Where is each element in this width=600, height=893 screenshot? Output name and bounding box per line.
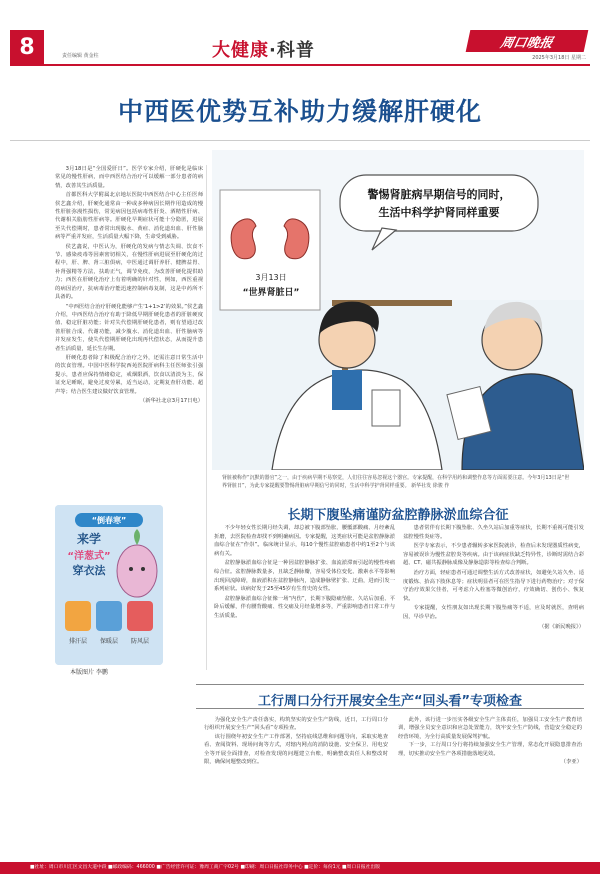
footer-bar: ■社址：周口市川汇区文昌大道中段 ■邮政编码：466000 ■广告经营许可证：豫周工商广字02号 ■印刷：周口日报社印务中心 ■定价：每份1元 ■周口日报社出版 [0,862,600,874]
lead-paragraph: 肝硬化患者除了积极配合治疗之外，还需注意日常生活中的饮食管理。中国中医科学院西苑医院肝病科主任医师张引强提示，患者应保持情绪稳定，戒烟限酒，饮食以清淡为主，保证充足睡眠，避免过度劳累，适当运动，定期复查肝功能、超声等；结合医生建议做好饮食管理。 [55,354,203,395]
lead-paragraph: 首都医科大学附属北京地坛医院中西医结合中心主任医师侯艺鑫介绍，肝硬化通常由一种或多种病因长期作用造成的慢性肝脏弥漫性损伤，常见病因包括病毒性肝炎、酒精性肝病、代谢相关脂肪性肝病等。肝硬化早期症状可能十分隐匿，进展至失代偿期时，患者常出现腹水、黄疸、消化道出血、肝性脑病等严重并发症，生活质量大幅下降，生命受到威胁。 [55,192,203,241]
bubble-line-2: 生活中科学护肾同样重要 [378,206,500,219]
article3-column [204,716,388,842]
responsible-editor: 责任编辑 黄金柱 [62,53,99,59]
kidney-illustration [212,150,584,470]
poster-line-2: “洋葱式” [67,551,111,562]
article3-source: （李亚） [560,759,582,766]
poster-label-middle: 保暖层 [99,638,119,645]
article2-paragraph: 患者常伴有长期下腹坠胀、久坐久站后加重等症状，长期不重视可能引发盆腔慢性炎症等。 [403,525,584,540]
section-title [212,36,315,62]
lead-article-body [55,165,203,515]
lead-paragraph: “中西医结合治疗肝硬化能够产生‘1+1>2’的效果。”侯艺鑫介绍，中西医结合治疗有助于降低早期肝硬化患者的肝脏硬度值、稳定肝脏功能；针对失代偿期肝硬化患者，则有望通过改善肝脏合成、代谢功能，减少腹水、消化道出血、肝性脑病等并发症发生，使失代偿期肝硬化出现再代偿状态，从而提升患者生活质量，延长生存期。 [55,303,203,352]
article3-title: 工行周口分行开展安全生产“回头看”专项检查 [257,694,523,709]
article2-paragraph: 治疗方面，轻症患者可通过调整生活方式改善症状，如避免久站久坐、适度锻炼、抬高下肢休息等；症状明显者可在医生指导下进行药物治疗；对于保守治疗效果欠佳者，可考虑介入栓塞等微创治疗，疗效确切、创伤小、恢复快。 [403,569,584,602]
poster-label-outer: 防风层 [130,638,150,645]
article3-paragraph: 下一步，工行周口分行将持续加强安全生产管理，常态化开展隐患排查治理，切实推动安全生产各项措施落地见效。 [398,742,582,757]
lead-headline: 中西医优势互补助力缓解肝硬化 [117,97,482,126]
photo-credit: 本版图片 李鹏 [70,669,108,676]
poster-line-3: 穿衣法 [72,564,106,577]
newspaper-logo: 周口晚报 [466,30,589,52]
article3-paragraph: 该行围绕年初安全生产工作部署，坚持底线思维和问题导向，采取实地查看、查阅资料、现场问询等方式，对辖内网点的消防设施、安全保卫、用电安全等开展全面排查，对检查发现的问题建立台账，明确整改责任人和整改时限，确保问题整改到位。 [204,733,388,766]
masthead [0,0,600,64]
article2-title: 长期下腹坠痛谨防盆腔静脉淤血综合征 [287,508,509,523]
bubble-line-1: 警惕肾脏病早期信号的同时， [367,188,511,201]
article3-column [398,716,582,842]
illustration-caption: 肾脏被称作“沉默的器官”之一，由于疾病早期不易察觉，人们往往容易忽视这个器官。专家提醒，在科学用药和调整作息等方面需要注意。今年3月13日是“世界肾脏日”，为此专家提醒要警惕肾脏病早期信号的同时，生活中科学护肾同样重要。 新华社发 徐骏 作 [222,475,570,489]
article2-paragraph: 盆腔静脉淤血综合征是一种因盆腔静脉扩张、血流淤滞而引起的慢性疼痛综合征。盆腔静脉数量多，且缺乏静脉瓣，容易受体位变化、激素水平等影响出现回流障碍，血液淤积在盆腔静脉内，造成静脉壁扩张、迂曲，进而引发一系列症状。该病好发于25至45岁有生育史的女性。 [214,560,395,593]
article2-paragraph: 医学专家表示，不少患者辗转多家医院就诊，检查后未发现器质性病变，容易被误诊为慢性盆腔炎等疾病。由于该病症状缺乏特异性，诊断时需结合彩超、CT、磁共振静脉成像及静脉造影等检查综合判断。 [403,543,584,567]
column-divider [206,165,207,670]
calendar-title: “世界肾脏日” [242,288,300,298]
top-divider [10,64,590,66]
poster-label-base: 排汗层 [68,638,88,645]
publication-date: 2025年3月18日 星期二 [532,55,586,61]
section-subname: 科普 [276,40,315,61]
section-name: 大健康 [212,40,269,61]
article2-paragraph: 盆腔静脉淤血综合征像一场“内伤”，长期下腹隐痛坠胀、久站后加重、平卧后缓解，伴有腰背酸痛、性交痛及月经量增多等，严重影响患者日常工作与生活质量。 [214,595,395,619]
article2-body [214,524,584,686]
page-number: 8 [10,30,44,64]
article3-paragraph: 为强化安全生产责任落实，构筑坚实的安全生产防线，近日，工行周口分行组织开展安全生产“回头看”专项检查。 [204,717,388,732]
poster-tag: “倒春寒” [91,516,127,525]
lead-paragraph: 侯艺鑫说，中医认为，肝硬化的发病与情志失调、饮食不节、感染疫毒等因素密切相关，在慢性肝病进展至肝硬化的过程中，肝、脾、肾三脏俱病，中医通过调肝养肝、健脾益胃、补肾强精等方法，扶助正气，调节免疫，为改善肝硬化提供助力；西医在肝硬化治疗上有着明确的针对性，例如，西医重视的病因治疗，抗病毒治疗能迅速控制病毒复制，这是中药所不具备的。 [55,243,203,301]
kidney-day-cartoon [212,150,584,470]
article3-paragraph: 此外，该行进一步压实各级安全生产主体责任，加强员工安全生产教育培训，增强全员安全意识和应急处置能力，筑牢安全生产防线，营造安全稳定的经营环境，为全行高质量发展保驾护航。 [398,717,582,740]
article3-body [204,716,582,842]
article2-source: （据《新民晚报》） [538,623,584,630]
onion-dressing-illustration [55,505,163,665]
article2-column [214,524,395,686]
poster-line-1: 来学 [76,532,102,546]
article2-paragraph: 不少年轻女性长期月经失调，却总被下腹部坠胀、腰骶部酸痛、月经紊乱折磨，去医院检查却找不到明确病因。专家提醒，这类症状可能是盆腔静脉淤血综合征在“作祟”。临床统计显示，每10个慢性盆腔痛患者中约1至2个与该病有关。 [214,525,395,557]
article2-paragraph: 专家提醒，女性朋友如出现长期下腹坠痛等不适，应及时就医，查明病因，早诊早治。 [403,605,584,620]
section-separator: · [269,40,277,61]
lead-paragraph: 3月18日是“全国爱肝日”。医学专家介绍，肝硬化是临床常见的慢性肝病，而中西医结合治疗可以缓解一部分患者的病情，改善其生活质量。 [55,166,203,189]
lead-byline: （新华社北京3月17日电） [139,397,203,404]
calendar-label: 3月13日 [255,273,287,282]
headline-divider [10,140,590,141]
dressing-tips-poster [55,505,163,665]
article2-column [403,524,584,686]
